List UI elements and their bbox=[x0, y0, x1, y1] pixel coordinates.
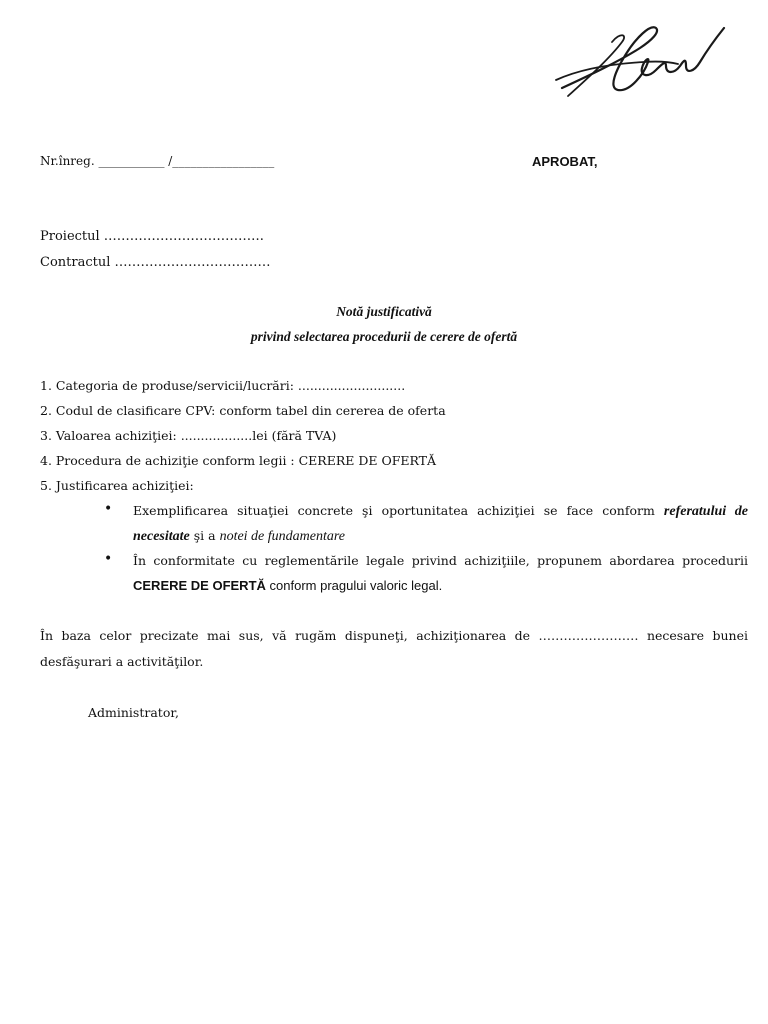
bullet-1-line-1 bbox=[133, 503, 748, 520]
request-paragraph-line-1: În baza celor precizate mai sus, vă rugăm dispuneţi, achiziţionarea de …………………… necesare bunei bbox=[40, 628, 748, 643]
item-value: 3. Valoarea achiziţiei: ..................lei (fără TVA) bbox=[40, 428, 337, 443]
document-subtitle: privind selectarea procedurii de cerere de ofertă bbox=[250, 329, 518, 344]
approved-label: APROBAT, bbox=[532, 154, 598, 169]
bullet-marker: • bbox=[104, 551, 113, 567]
handwritten-signature bbox=[548, 18, 738, 106]
bullet-marker: • bbox=[104, 501, 113, 517]
item-procedure: 4. Procedura de achiziţie conform legii : CERERE DE OFERTĂ bbox=[40, 453, 437, 468]
bullet-1-line-2 bbox=[133, 528, 748, 545]
bullet-2-line-2 bbox=[133, 578, 748, 593]
bullet-1-text: Exemplificarea situaţiei concrete şi oportunitatea achiziţiei se face conform bbox=[133, 503, 655, 518]
bullet-1-emphasis-2: notei de fundamentare bbox=[219, 529, 346, 544]
bullet-1-emphasis-cont: necesitate bbox=[133, 529, 190, 544]
registration-number: Nr.înreg. ___________ /_________________ bbox=[40, 154, 275, 168]
bullet-1-emphasis: referatului de bbox=[663, 504, 748, 519]
bullet-2-line-1: În conformitate cu reglementările legale privind achiziţiile, propunem abordarea procedurii bbox=[133, 553, 748, 568]
document-title: Notă justificativă bbox=[336, 304, 432, 319]
signatory-label: Administrator, bbox=[88, 705, 179, 720]
item-justification: 5. Justificarea achiziţiei: bbox=[40, 478, 194, 493]
request-paragraph-line-2: desfăşurari a activităţilor. bbox=[40, 654, 204, 669]
contract-field: Contractul ……………………………… bbox=[40, 255, 271, 270]
item-cpv-code: 2. Codul de clasificare CPV: conform tabel din cererea de oferta bbox=[40, 403, 446, 418]
item-category: 1. Categoria de produse/servicii/lucrări: ........................... bbox=[40, 378, 406, 393]
bullet-2-procedure: CERERE DE OFERTĂ bbox=[133, 578, 266, 593]
bullet-1-connector: şi a bbox=[189, 528, 220, 543]
bullet-2-rest: conform pragului valoric legal. bbox=[265, 578, 443, 593]
project-field: Proiectul ………………………………. bbox=[40, 229, 264, 244]
